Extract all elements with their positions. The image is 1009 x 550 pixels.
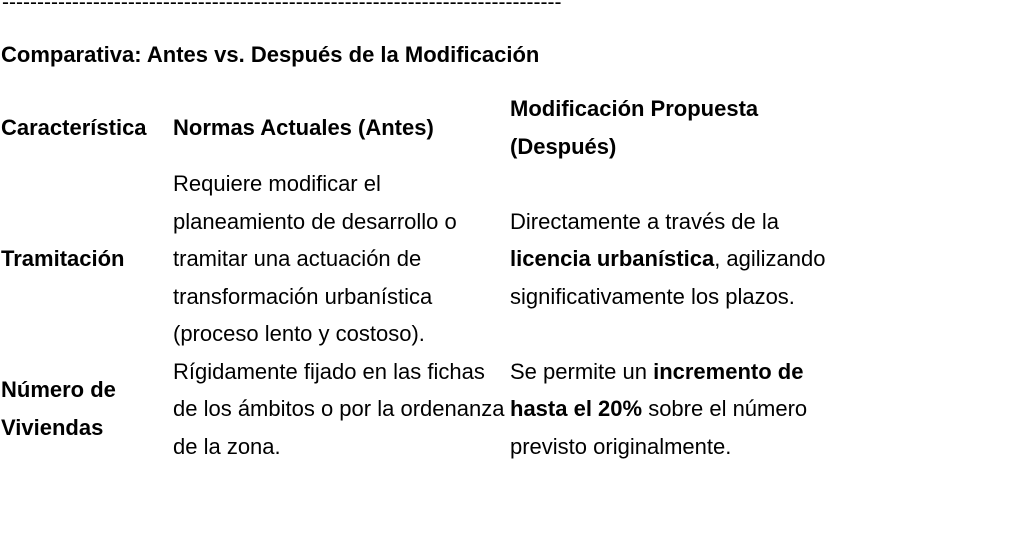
header-feature: Característica xyxy=(1,114,147,140)
row-feature: Tramitación xyxy=(1,246,125,271)
row-after-text: Se permite un xyxy=(510,358,654,384)
section-title: Comparativa: Antes vs. Después de la Modificación xyxy=(1,42,540,67)
row-after-text-end: sobre el número previsto originalmente. xyxy=(510,396,808,459)
row-before: Rígidamente fijado en las fichas de los ámbitos o por la ordenanza de la zona. xyxy=(173,358,505,459)
table-header-row xyxy=(1,90,850,165)
comparison-table xyxy=(1,90,850,465)
separator-line: -------------------------------------------------------------------------------- xyxy=(2,0,562,14)
row-after-emphasis: incremento de hasta el 20% xyxy=(510,358,804,421)
row-after xyxy=(510,353,850,466)
row-feature: Número de Viviendas xyxy=(1,377,116,440)
table-row xyxy=(1,165,850,353)
row-after-emphasis: licencia urbanística xyxy=(510,246,715,271)
row-after-text: Directamente a través de la xyxy=(510,208,780,234)
header-before: Normas Actuales (Antes) xyxy=(173,114,434,140)
table-row xyxy=(1,353,850,466)
row-before: Requiere modificar el planeamiento de desarrollo o tramitar una actuación de transformación urbanística (proceso lento y costoso). xyxy=(173,171,457,346)
row-after-text-end: , agilizando significativamente los plazos. xyxy=(510,246,826,309)
header-after: Modificación Propuesta (Después) xyxy=(510,96,759,159)
row-after xyxy=(510,165,850,353)
